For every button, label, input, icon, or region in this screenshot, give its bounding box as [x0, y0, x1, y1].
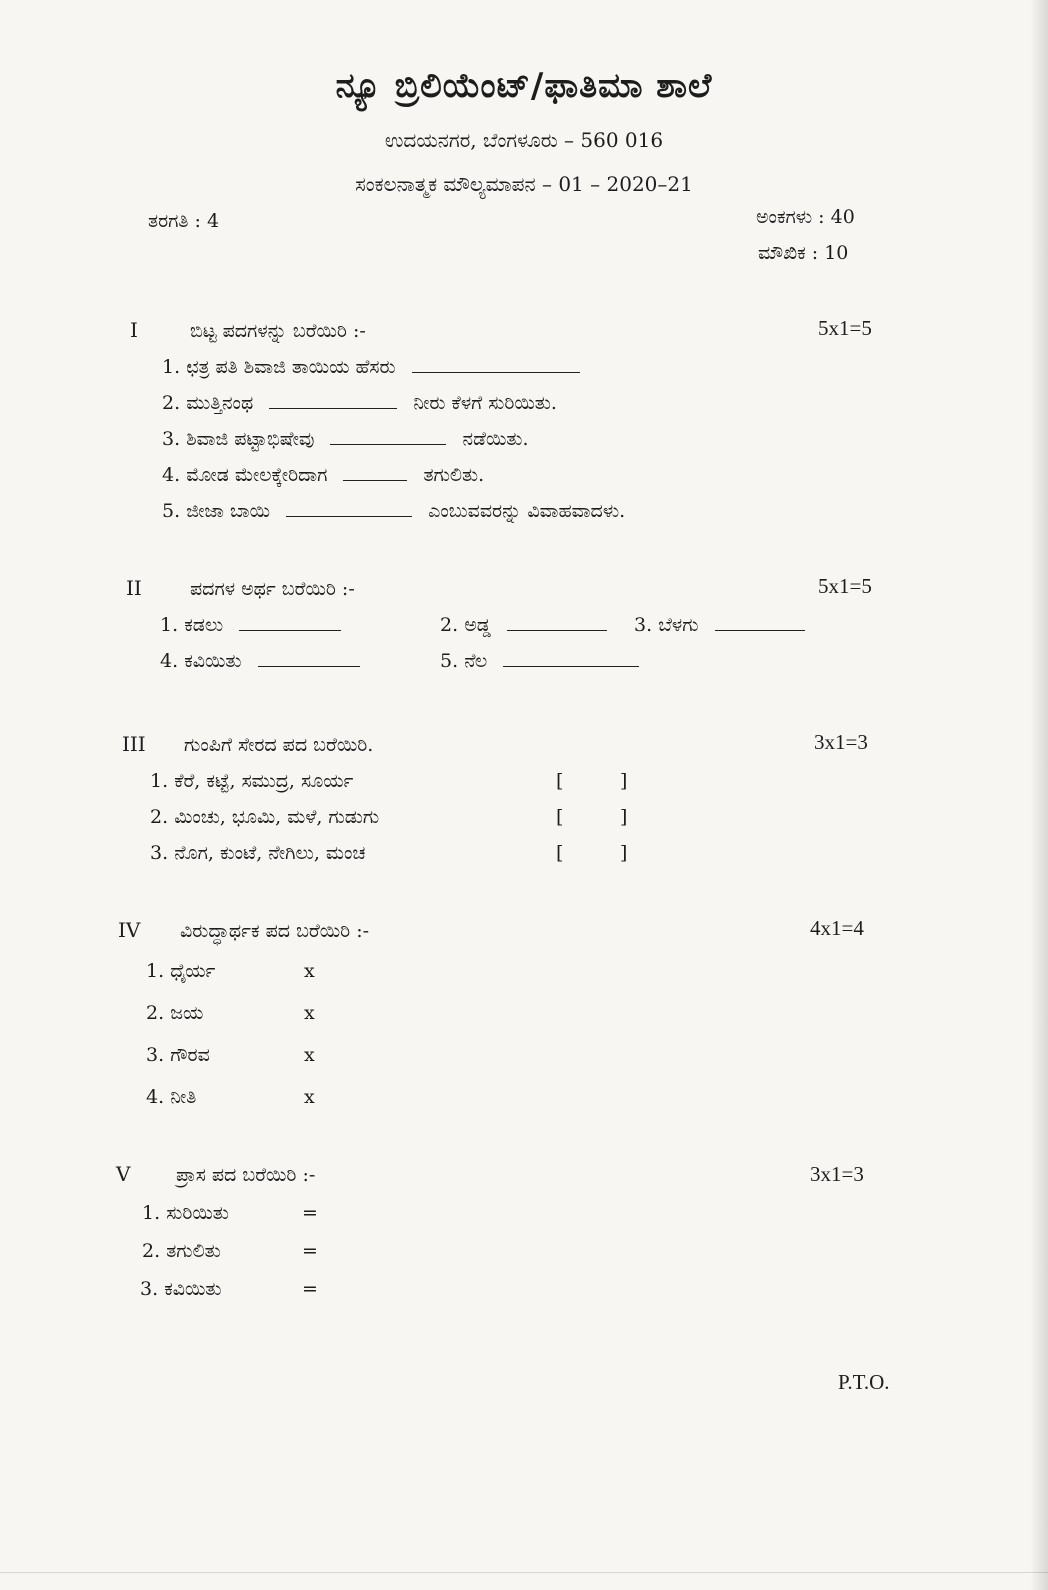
- question-item: [440, 614, 617, 636]
- item-number: 2.: [146, 1002, 165, 1024]
- section-number: III: [122, 732, 146, 756]
- item-number: 2.: [440, 614, 459, 636]
- equals-sign: =: [302, 1278, 318, 1300]
- equals-sign: =: [302, 1202, 318, 1224]
- item-number: 1.: [146, 960, 165, 982]
- item-word: ನೆಲ: [464, 650, 488, 672]
- item-number: 4.: [146, 1086, 165, 1108]
- page-turn-note: P.T.O.: [838, 1370, 890, 1394]
- section-marks: 4x1=4: [810, 916, 864, 940]
- question-item: [440, 650, 649, 672]
- item-number: 3.: [146, 1044, 165, 1066]
- section-marks: 5x1=5: [818, 316, 872, 340]
- oral-marks: ಮೌಖಿಕ : 10: [758, 242, 849, 264]
- answer-blank[interactable]: [330, 443, 446, 445]
- question-item: [162, 428, 529, 450]
- answer-blank[interactable]: [507, 629, 607, 631]
- bracket-open: [: [556, 842, 564, 864]
- item-number: 4.: [162, 464, 181, 486]
- section-number: IV: [118, 918, 141, 942]
- question-item: [160, 614, 351, 636]
- question-item: [162, 464, 484, 486]
- item-words: ನೊಗ, ಕುಂಟೆ, ನೇಗಿಲು, ಮಂಚ: [174, 842, 366, 864]
- item-number: 3.: [150, 842, 169, 864]
- answer-blank[interactable]: [412, 371, 580, 373]
- answer-blank[interactable]: [286, 515, 412, 517]
- section-title: ವಿರುದ್ಧಾರ್ಥಕ ಪದ ಬರೆಯಿರಿ :-: [180, 920, 370, 942]
- section-number: V: [116, 1162, 131, 1186]
- item-words: ಕೆರೆ, ಕಟ್ಟೆ, ಸಮುದ್ರ, ಸೂರ್ಯ: [174, 770, 354, 792]
- section-number: I: [130, 318, 138, 342]
- page-shadow: [1030, 0, 1048, 1590]
- class-label: ತರಗತಿ : 4: [148, 210, 220, 232]
- answer-blank[interactable]: [503, 665, 639, 667]
- section-title: ಗುಂಪಿಗೆ ಸೇರದ ಪದ ಬರೆಯಿರಿ.: [184, 734, 374, 756]
- question-item: [162, 356, 590, 378]
- page-edge: [0, 1572, 1048, 1573]
- item-words: ಮಿಂಚು, ಭೂಮಿ, ಮಳೆ, ಗುಡುಗು: [174, 806, 380, 828]
- equals-sign: =: [302, 1240, 318, 1262]
- answer-blank[interactable]: [343, 479, 407, 481]
- item-number: 5.: [162, 500, 181, 522]
- item-number: 2.: [142, 1240, 161, 1262]
- section-title: ಬಿಟ್ಟ ಪದಗಳನ್ನು ಬರೆಯಿರಿ :-: [190, 320, 366, 342]
- bracket-close: ]: [620, 806, 628, 828]
- section-title: ಪ್ರಾಸ ಪದ ಬರೆಯಿರಿ :-: [176, 1164, 316, 1186]
- item-word: ಗೌರವ: [170, 1044, 210, 1066]
- item-word: ಜಯ: [170, 1002, 204, 1024]
- question-item: [150, 842, 365, 864]
- question-item: [150, 770, 353, 792]
- item-number: 1.: [160, 614, 179, 636]
- total-marks: ಅಂಕಗಳು : 40: [756, 206, 855, 228]
- question-item: [160, 650, 370, 672]
- question-item: [146, 960, 215, 982]
- item-number: 5.: [440, 650, 459, 672]
- school-title: ನ್ಯೂ ಬ್ರಿಲಿಯೆಂಟ್/ಫಾತಿಮಾ ಶಾಲೆ: [335, 66, 713, 106]
- item-text: ಶಿವಾಜಿ ಪಟ್ಟಾಭಿಷೇವು: [186, 428, 315, 450]
- bracket-open: [: [556, 770, 564, 792]
- item-word: ಕವಿಯಿತು: [164, 1278, 222, 1300]
- item-word: ಅಡ್ಡ: [464, 614, 491, 636]
- question-item: [634, 614, 815, 636]
- section-marks: 3x1=3: [814, 730, 868, 754]
- item-text: ಛತ್ರ ಪತಿ ಶಿವಾಜಿ ತಾಯಿಯ ಹೆಸರು: [186, 356, 396, 378]
- school-address: ಉದಯನಗರ, ಬೆಂಗಳೂರು – 560 016: [384, 128, 664, 152]
- item-number: 2.: [162, 392, 181, 414]
- item-number: 1.: [162, 356, 181, 378]
- question-item: [140, 1278, 222, 1300]
- question-item: [146, 1044, 210, 1066]
- section-title: ಪದಗಳ ಅರ್ಥ ಬರೆಯಿರಿ :-: [190, 578, 355, 600]
- item-text-after: ಎಂಬುವವರನ್ನು ವಿವಾಹವಾದಳು.: [428, 500, 626, 522]
- question-item: [142, 1202, 229, 1224]
- item-number: 3.: [634, 614, 653, 636]
- item-word: ನೀತಿ: [170, 1086, 197, 1108]
- item-text: ಜೀಜಾ ಬಾಯಿ: [186, 500, 271, 522]
- opposite-sign: x: [304, 1044, 315, 1066]
- question-item: [162, 500, 625, 522]
- item-text: ಮೋಡ ಮೇಲಕ್ಕೇರಿದಾಗ: [186, 464, 328, 486]
- item-number: 4.: [160, 650, 179, 672]
- item-word: ಧೈರ್ಯ: [170, 960, 216, 982]
- section-number: II: [126, 576, 142, 600]
- item-text-after: ನಡೆಯಿತು.: [462, 428, 529, 450]
- item-number: 2.: [150, 806, 169, 828]
- answer-blank[interactable]: [258, 665, 360, 667]
- item-number: 3.: [140, 1278, 159, 1300]
- question-item: [150, 806, 379, 828]
- item-word: ಕಡಲು: [184, 614, 224, 636]
- opposite-sign: x: [304, 960, 315, 982]
- question-item: [146, 1086, 196, 1108]
- answer-blank[interactable]: [715, 629, 805, 631]
- item-number: 3.: [162, 428, 181, 450]
- section-marks: 3x1=3: [810, 1162, 864, 1186]
- question-item: [142, 1240, 221, 1262]
- item-text: ಮುತ್ತಿನಂಥ: [186, 392, 254, 414]
- question-item: [162, 392, 557, 414]
- opposite-sign: x: [304, 1002, 315, 1024]
- item-word: ಬೆಳಗು: [658, 614, 699, 636]
- answer-blank[interactable]: [269, 407, 397, 409]
- item-word: ತಗುಲಿತು: [166, 1240, 221, 1262]
- item-number: 1.: [142, 1202, 161, 1224]
- question-item: [146, 1002, 203, 1024]
- section-marks: 5x1=5: [818, 574, 872, 598]
- bracket-close: ]: [620, 770, 628, 792]
- answer-blank[interactable]: [239, 629, 341, 631]
- bracket-open: [: [556, 806, 564, 828]
- opposite-sign: x: [304, 1086, 315, 1108]
- bracket-close: ]: [620, 842, 628, 864]
- exam-title: ಸಂಕಲನಾತ್ಮಕ ಮೌಲ್ಯಮಾಪನ – 01 – 2020–21: [355, 172, 693, 196]
- item-text-after: ತಗುಲಿತು.: [423, 464, 485, 486]
- item-number: 1.: [150, 770, 169, 792]
- item-text-after: ನೀರು ಕೆಳಗೆ ಸುರಿಯಿತು.: [413, 392, 557, 414]
- item-word: ಸುರಿಯಿತು: [166, 1202, 229, 1224]
- item-word: ಕವಿಯಿತು: [184, 650, 242, 672]
